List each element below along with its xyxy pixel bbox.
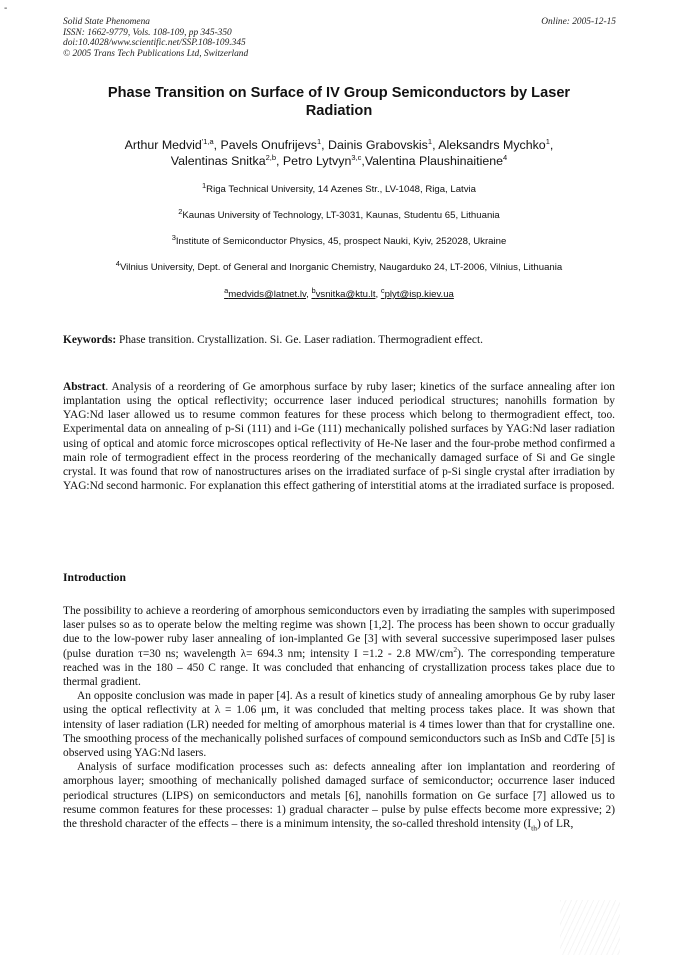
abstract-text: . Analysis of a reordering of Ge amorphous surface by ruby laser; kinetics of the surface annealing after ion implantation using the optical reflectivity; occurrence laser induced periodical structures; nanohills formation by YAG:Nd laser allowed us to resume common features for these process which belong to thermogradient effect, too. Experimental data on annealing of p-Si (111) and i-Ge (111) mechanically polished surfaces by YAG:Nd laser radiation using of optical and atomic force microscopes optical reflectivity of He-Ne laser and the four-probe method confirmed a main role of termogradient effect in the process reordering of the mechanically damaged surface of Si and Ge single crystal. It was found that row of nanostructures arises on the irradiated surface of p-Si single crystal after irradiation by YAG:Nd second harmonic. For explanation this effect gathering of interstitial atoms at the irradiated surface is proposed. xyxy=(63,381,615,493)
journal-name: Solid State Phenomena xyxy=(63,17,150,27)
author: Aleksandrs Mychko$^1$, xyxy=(438,136,554,152)
copyright-line: © 2005 Trans Tech Publications Ltd, Switzerland xyxy=(63,48,249,59)
author-list xyxy=(70,137,608,169)
email-link[interactable]: $^b$vsnitka@ktu.lt xyxy=(311,285,376,300)
keywords-text: Phase transition. Crystallization. Si. Ge. Laser radiation. Thermogradient effect. xyxy=(119,334,483,346)
corner-mark: - xyxy=(4,3,8,14)
author: Pavels Onufrijevs$^1$, xyxy=(220,136,329,152)
introduction-heading: Introduction xyxy=(63,571,126,584)
doi-line: doi:10.4028/www.scientific.net/SSP.108-109.345 xyxy=(63,38,246,49)
abstract-label: Abstract xyxy=(63,381,106,393)
author: Valentina Plaushinaitiene$^4$ xyxy=(364,152,508,168)
introduction-body xyxy=(63,604,615,831)
paper-title: Phase Transition on Surface of IV Group Semiconductors by Laser Radiation xyxy=(107,85,571,119)
keywords-label: Keywords: xyxy=(63,334,117,346)
issn-line: ISSN: 1662-9779, Vols. 108-109, pp 345-350 xyxy=(63,27,232,38)
paragraph: An opposite conclusion was made in paper [4]. As a result of kinetics study of annealing amorphous Ge by ruby laser using the optical reflectivity at λ = 1.06 μm, it was concluded that melting process takes place. It was shown that intensity of laser radiation (LR) needed for melting of amorphous material is 4 times lower than that for crystalline one. The smoothing process of the mechanically polished surfaces of compound semiconductors such as InSb and CdTe [5] is observed using YAG:Nd lasers. xyxy=(63,690,615,760)
email-link[interactable]: $^c$plyt@isp.kiev.ua xyxy=(380,285,454,300)
page-watermark xyxy=(560,900,620,955)
affiliation: $^2$Kaunas University of Technology, LT-3031, Kaunas, Studentu 65, Lithuania xyxy=(178,206,500,221)
author: Dainis Grabovskis$^1$, xyxy=(328,136,439,152)
author: Arthur Medvid$^{'1,a}$, xyxy=(124,136,221,152)
author: Valentinas Snitka$^{2,b}$, xyxy=(170,152,283,168)
online-date: Online: 2005-12-15 xyxy=(541,17,616,27)
paragraph: The possibility to achieve a reordering of amorphous semiconductors even by irradiating the samples with superimposed laser pulses so as to operate below the melting regime was shown [1,2]. The process has been shown to occur gradually due to the low-power ruby laser annealing of ion-implanted Ge [3] with several successive superimposed laser pulses (pulse duration τ=30 ns; wavelength λ= 694.3 nm; intensity I =1.2 - 2.8 $MW/cm^2$). The corresponding temperature reached was in the 180 – 450 C range. It was concluded that enhancing of crystallization process takes place due to thermal gradient. xyxy=(63,605,615,689)
affiliation: $^3$Institute of Semiconductor Physics, 45, prospect Nauki, Kyiv, 252028, Ukraine xyxy=(171,232,507,247)
keywords xyxy=(63,333,615,347)
email-link[interactable]: $^a$medvids@latnet.lv xyxy=(224,285,307,300)
affiliation: $^4$Vilnius University, Dept. of General and Inorganic Chemistry, Naugarduko 24, LT-2006, Vilnius, Lithuania xyxy=(115,258,563,273)
affiliation: $^1$Riga Technical University, 14 Azenes Str., LV-1048, Riga, Latvia xyxy=(201,180,476,195)
paragraph: Analysis of surface modification processes such as: defects annealing after ion implantation and reordering of amorphous layer; smoothing of mechanically polished damaged surface of semiconductor; occurrence laser induced periodical structures (LIPS) on semiconductors and metals [6], nanohills formation on Ge surface [7] allowed us to resume common features for these processes: 1) gradual character – pulse by pulse effects become more expressive; 2) the threshold character of the effects – there is a minimum intensity, the so-called threshold intensity $(I_{th})$ of LR, xyxy=(63,761,615,833)
journal-header xyxy=(63,17,443,59)
email-list: $^a$medvids@latnet.lv, $^b$vsnitka@ktu.lt, $^c$plyt@isp.kiev.ua xyxy=(224,285,454,300)
abstract xyxy=(63,380,615,493)
author: Petro Lytvyn$^{3,c}$, xyxy=(282,152,365,168)
